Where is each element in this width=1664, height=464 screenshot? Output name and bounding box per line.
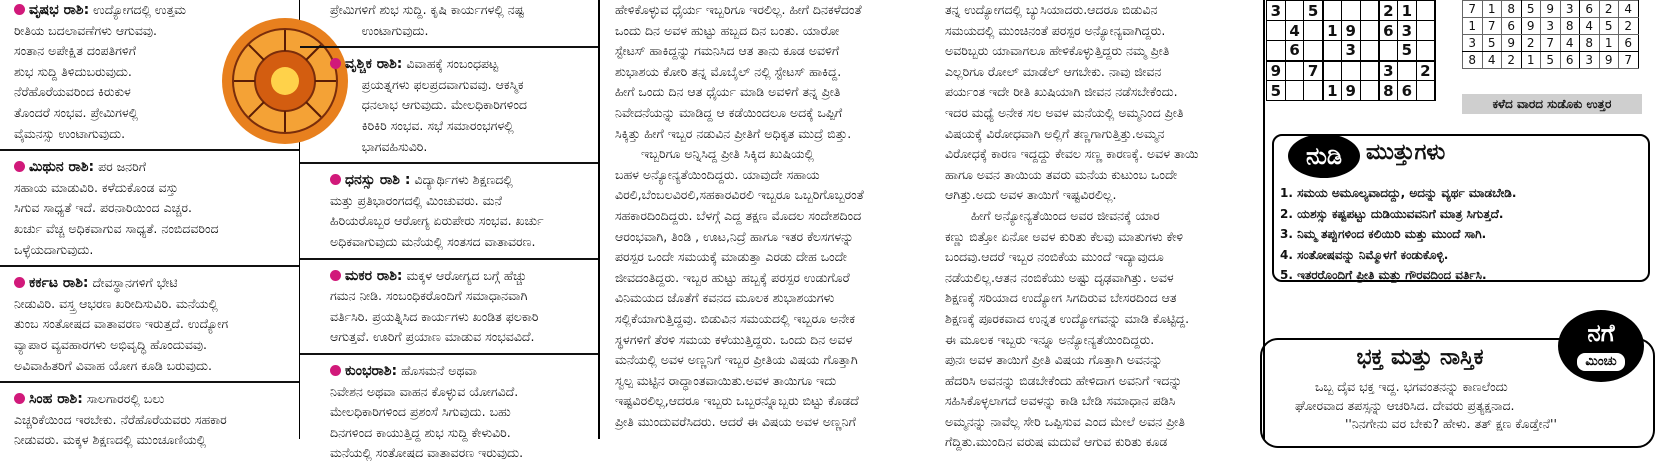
sudoku-cell: 3 — [1341, 41, 1360, 61]
sudoku-cell: 4 — [1482, 52, 1502, 69]
bullet-icon — [14, 4, 25, 15]
sudoku-cell: 1 — [1599, 35, 1619, 52]
rashi-line: ಸಿಗುವ ಸಾಧ್ಯತೆ ಇದೆ. ಪರನಾರಿಯಿಂದ ಎಚ್ಚರ. — [14, 200, 192, 216]
joke-badge — [1558, 310, 1644, 382]
quote-item: 2. ಯಶಸ್ಸು ಕಷ್ಟಪಟ್ಟು ದುಡಿಯುವವನಿಗೆ ಮಾತ್ರ ಸಿಗುತ್ತದೆ. — [1280, 206, 1504, 221]
joke-line: ಒಬ್ಬ ದೈವ ಭಕ್ತ ಇದ್ದ. ಭಗವಂತನನ್ನು ಕಾಣಲೆಂದು — [1315, 379, 1508, 394]
rashi-text: ಸಾಲಗಾರರಲ್ಲಿ ಬಲು — [82, 391, 165, 407]
article-line: ವಿರಲಿ,ಬೆಂಬಲವಿರಲಿ,ಸಹಕಾರವಿರಲಿ ಇಬ್ಬರೂ ಒಬ್ಬರಿಗೊಬ್ಬರಂತೆ — [615, 187, 864, 203]
section-separator — [300, 348, 598, 355]
sudoku-cell: 2 — [1521, 35, 1541, 52]
sudoku-cell: 3 — [1541, 18, 1561, 35]
article-line: ಎಲ್ಲರಿಗೂ ರೋಲ್ ಮಾಡೆಲ್ ಆಗಬೇಕು. ನಾವು ಜೀವನ — [945, 63, 1162, 79]
sudoku-cell: 1 — [1323, 21, 1342, 41]
rashi-heading — [0, 389, 299, 410]
sudoku-cell: 5 — [1267, 81, 1286, 101]
rashi-line: ಮತ್ತು ಪ್ರತಿಭಾರಂಗದಲ್ಲಿ ಮಿಂಚುವರು. ಮನೆ — [330, 192, 502, 208]
sudoku-cell: 3 — [1397, 21, 1416, 41]
sudoku-cell: 2 — [1379, 1, 1398, 21]
sudoku-cell: 8 — [1580, 35, 1600, 52]
rashi-name: ವೃಷಭ ರಾಶಿ: — [29, 2, 90, 18]
rashi-line: ಅವಿವಾಹಿತರಿಗೆ ವಿವಾಹ ಯೋಗ ಕೂಡಿ ಬರುವುದು. — [14, 357, 212, 373]
article-line: ಸಲ್ಲಿಕೆಯಾಗುತ್ತಿದ್ದವು. ಬಿಡುವಿನ ಸಮಯದಲ್ಲಿ ಇಬ್ಬರೂ ಅನೇಕ — [615, 310, 856, 326]
quotes-badge: ನುಡಿ — [1288, 134, 1360, 178]
sudoku-cell: 7 — [1463, 1, 1483, 18]
sudoku-cell: 1 — [1482, 1, 1502, 18]
sudoku-cell — [1304, 81, 1323, 101]
article-line: ಸ್ಥಳಗಳಿಗೆ ತೆರಳಿ ಸಮಯ ಕಳೆಯುತ್ತಿದ್ದರು. ಒಂದು ದಿನ ಅವಳ — [615, 331, 853, 347]
rashi-line: ತುಂಬ ಸಂತೋಷದ ವಾತಾವರಣ ಇರುತ್ತದೆ. ಉದ್ಯೋಗ — [14, 316, 229, 332]
bullet-icon — [330, 270, 341, 281]
sudoku-solution — [1462, 0, 1642, 69]
article-line: ಹೇಳಿಕೊಳ್ಳುವ ಧೈರ್ಯ ಇಬ್ಬರಿಗೂ ಇರಲಿಲ್ಲ. ಹೀಗೆ ದಿನಕಳೆದಂತೆ — [615, 2, 862, 17]
section-separator — [300, 253, 598, 260]
sudoku-cell: 2 — [1416, 61, 1435, 81]
article-line: ಶಿಕ್ಷಣಕ್ಕೆ ಸರಿಯಾದ ಉದ್ಯೋಗ ಸಿಗದಿರುವ ಬೇಸರದಿಂದ ಆತ — [945, 290, 1177, 306]
article-line: ಸಹಿಸಿಕೊಳ್ಳಲಾಗದೆ ಅವಳನ್ನು ಕಾಡಿ ಬೇಡಿ ಸಮಾಧಾನ ಪಡಿಸಿ — [945, 393, 1176, 409]
rashi-line: ಹಿರಿಯರೊಬ್ಬರ ಆರೋಗ್ಯ ಏರುಪೇರು ಸಂಭವ. ಖರ್ಚು — [330, 213, 544, 229]
article-line: ವಿರೋಧಕ್ಕೆ ಕಾರಣ ಇದ್ದದ್ದು ಕೇವಲ ಸಣ್ಣ ಕಾರಣಕ್ಕೆ. ಅವಳ ತಾಯಿ — [945, 146, 1199, 162]
rashi-line: ವರ್ತಿಸಿರಿ. ಪ್ರಯತ್ನಿಸಿದ ಕಾರ್ಯಗಳು ಖಂಡಿತ ಫಲಕಾರಿ — [330, 308, 539, 324]
sudoku-cell — [1360, 41, 1379, 61]
article-line: ಶುಭಾಶಯ ಕೋರಿ ತನ್ನ ಮೊಬೈಲ್ ನಲ್ಲಿ ಸ್ಟೇಟಸ್ ಹಾಕಿದ್ದ. — [615, 63, 842, 79]
rashi-text: ಹೊಸಮನೆ ಅಥವಾ — [397, 362, 477, 378]
sudoku-cell — [1304, 41, 1323, 61]
article-line: ಆಗಿತ್ತು.ಅದು ಅವಳ ತಾಯಿಗೆ ಇಷ್ಟವಿರಲಿಲ್ಲ. — [945, 187, 1117, 203]
rashi-heading — [0, 273, 299, 294]
sudoku-cell: 9 — [1502, 35, 1522, 52]
rashi-line: ಪ್ರೇಮಿಗಳಿಗೆ ಶುಭ ಸುದ್ದಿ. ಕೃಷಿ ಕಾರ್ಯಗಳಲ್ಲಿ ನಷ್ಟ — [330, 2, 525, 17]
article-line: ಪುನಃ ಅವಳ ತಾಯಿಗೆ ಪ್ರೀತಿ ವಿಷಯ ಗೊತ್ತಾಗಿ ಅವನನ್ನು — [945, 352, 1163, 368]
sudoku-cell: 4 — [1619, 1, 1639, 18]
sudoku-cell: 8 — [1379, 81, 1398, 101]
sudoku-caption: ಕಳೆದ ವಾರದ ಸುಡೊಕು ಉತ್ತರ — [1462, 94, 1642, 114]
sudoku-cell: 6 — [1502, 18, 1522, 35]
article-line: ಒಂದು ದಿನ ಅವಳ ಹುಟ್ಟು ಹಬ್ಬದ ದಿನ ಬಂತು. ಯಾರೋ — [615, 22, 840, 38]
sudoku-cell: 1 — [1397, 1, 1416, 21]
sudoku-cell: 3 — [1379, 61, 1398, 81]
section-separator — [300, 41, 598, 48]
section-separator — [0, 260, 299, 267]
article-line: ಆರಂಭವಾಗಿ, ತಿಂಡಿ , ಊಟ,ನಿದ್ರೆ ಹಾಗೂ ಇತರ ಕೆಲಸಗಳನ್ನು — [615, 228, 854, 244]
sudoku-cell: 9 — [1599, 52, 1619, 69]
sudoku-cell: 5 — [1482, 35, 1502, 52]
bullet-icon — [14, 277, 25, 288]
sudoku-cell — [1323, 1, 1342, 21]
joke-line: ಘೋರವಾದ ತಪಸ್ಸನ್ನು ಆಚರಿಸಿದ. ದೇವರು ಪ್ರತ್ಯಕ್ಷನಾದ. — [1295, 397, 1515, 413]
article-line: ಬಂದವು.ಆದರೆ ಇಬ್ಬರ ನಂಬಿಕೆಯ ಮುಂದೆ ಇದ್ಯಾವುದೂ — [945, 249, 1164, 265]
article-line: ಇದರ ಮಧ್ಯೆ ಅನೇಕ ಸಲ ಅವಳ ಮನೆಯಲ್ಲಿ ಅಮ್ಮನಿಂದ ಪ್ರೀತಿ — [945, 104, 1184, 120]
rashi-text: ವಿದ್ಯಾರ್ಥಿಗಳು ಶಿಕ್ಷಣದಲ್ಲಿ — [410, 172, 513, 188]
article-line: ಅವರಿಬ್ಬರು ಯಾವಾಗಲೂ ಹೇಳಿಕೊಳ್ಳುತ್ತಿದ್ದರು ನಮ್ಮ ಪ್ರೀತಿ — [945, 43, 1170, 59]
sudoku-cell: 3 — [1267, 1, 1286, 21]
section-separator — [0, 376, 299, 383]
rashi-line: ಮನೆಯಲ್ಲಿ ಸಂತೋಷದ ವಾತಾವರಣ ಇರುವುದು. — [330, 445, 524, 461]
quote-item: 3. ನಿಮ್ಮ ತಪ್ಪುಗಳಿಂದ ಕಲಿಯಿರಿ ಮತ್ತು ಮುಂದೆ ಸಾಗಿ. — [1280, 227, 1487, 241]
rashi-name: ಮಿಥುನ ರಾಶಿ: — [29, 159, 95, 176]
sudoku-cell — [1360, 61, 1379, 81]
rashi-name: ಕುಂಭರಾಶಿ: — [345, 362, 398, 379]
rashi-line: ಸಹಾಯ ಮಾಡುವಿರಿ. ಕಳೆದುಕೊಂಡ ವಸ್ತು — [14, 179, 179, 195]
rashi-line: ಉಂಟಾಗುವುದು. — [330, 22, 429, 38]
article-line: ಸಿಕ್ಕಿತ್ತು ಹೀಗೆ ಇಬ್ಬರ ನಡುವಿನ ಪ್ರೀತಿಗೆ ಅಧಿಕೃತ ಮುದ್ರೆ ಬಿತ್ತು. — [615, 125, 852, 141]
bullet-icon — [330, 365, 341, 376]
bullet-icon — [14, 161, 25, 172]
sudoku-cell: 4 — [1285, 21, 1304, 41]
rashi-text: ವಿವಾಹಕ್ಕೆ ಸಂಬಂಧಪಟ್ಟ — [402, 56, 499, 72]
sudoku-cell — [1416, 81, 1435, 101]
rashi-heading — [300, 361, 598, 382]
article-line: ಹೆದರಿಸಿ ಅವನನ್ನು ಬಿಡಬೇಕೆಂದು ಹೇಳಿದಾಗ ಅವನಿಗೆ ಇದನ್ನು — [945, 372, 1182, 388]
article-line: ಹಾಗೂ ಅವನ ತಾಯಿಯ ತವರು ಮನೆಯ ಕುಟುಂಬ ಒಂದೇ — [945, 166, 1178, 182]
joke-badge-top: ನಗೆ — [1587, 319, 1615, 347]
article-line: ಸಹಕಾರದಿಂದಿದ್ದರು. ಬೆಳಗ್ಗೆ ಎದ್ದ ತಕ್ಷಣ ಮೊದಲ ಸಂದೇಶದಿಂದ — [615, 207, 862, 223]
sudoku-cell — [1416, 1, 1435, 21]
rashi-line: ಎಚ್ಚರಿಕೆಯಿಂದ ಇರಬೇಕು. ನೆರೆಹೊರೆಯವರು ಸಹಕಾರ — [14, 411, 227, 427]
rashi-name: ವೃಶ್ಚಿಕ ರಾಶಿ: — [345, 56, 403, 73]
article-line: ಇಷ್ಟವಿರಲಿಲ್ಲ,ಆದರೂ ಇಬ್ಬರು ಒಬ್ಬರನ್ನೊಬ್ಬರು ಬಿಟ್ಟು ಕೊಡದೆ — [615, 393, 859, 409]
sudoku-cell — [1323, 41, 1342, 61]
quote-item: 4. ಸಂತೋಷವನ್ನು ನಿಮ್ಮೊಳಗೆ ಕಂಡುಕೊಳ್ಳಿ. — [1280, 247, 1449, 262]
joke-title: ಭಕ್ತ ಮತ್ತು ನಾಸ್ತಿಕ — [1356, 345, 1484, 370]
sudoku-cell: 3 — [1463, 35, 1483, 52]
sudoku-cell: 3 — [1580, 52, 1600, 69]
sudoku-cell: 5 — [1304, 1, 1323, 21]
sudoku-cell — [1285, 81, 1304, 101]
rashi-line: ಖರ್ಚು ವೆಚ್ಚ ಅಧಿಕವಾಗುವ ಸಾಧ್ಯತೆ. ನಂಬಿದವರಿಂದ — [14, 220, 219, 236]
rashi-heading — [300, 54, 598, 75]
rashi-heading — [300, 266, 598, 287]
bullet-icon — [14, 393, 25, 404]
rashi-line: ರೀತಿಯ ಬದಲಾವಣೆಗಳು ಆಗುವವು. — [14, 22, 158, 38]
quotes-list — [1280, 183, 1645, 286]
article-line: ಪರ್ಯಂತ ಇದೇ ರೀತಿ ಖುಷಿಯಾಗಿ ಜೀವನ ನಡೆಸಬೇಕೆಂದು. — [945, 84, 1178, 100]
quote-item: 5. ಇತರರೊಂದಿಗೆ ಪ್ರೀತಿ ಮತ್ತು ಗೌರವದಿಂದ ವರ್ತಿಸಿ. — [1280, 268, 1487, 282]
sudoku-cell: 8 — [1560, 18, 1580, 35]
sudoku-cell: 7 — [1541, 35, 1561, 52]
article-line: ಈ ಮೂಲಕ ಇಬ್ಬರು ಇನ್ನೂ ಅನ್ಯೋನ್ಯತೆಯಿಂದಿದ್ದರು. — [945, 331, 1155, 347]
rashi-line: ನೆರೆಹೊರೆಯವರಿಂದ ಕಿರುಕುಳ — [14, 84, 131, 100]
article-line: ಸ್ಟೇಟಸ್ ಹಾಕಿದ್ದನ್ನು ಗಮನಿಸಿದ ಆತ ತಾನು ಕೂಡ ಅವಳಿಗೆ — [615, 43, 840, 59]
sudoku-cell — [1285, 61, 1304, 81]
sudoku-cell: 6 — [1285, 41, 1304, 61]
rashi-line: ಶುಭ ಸುದ್ದಿ ತಿಳಿದುಬರುವುದು. — [14, 63, 132, 79]
joke-text — [1275, 378, 1645, 434]
rashi-text: ಮಕ್ಕಳ ಆರೋಗ್ಯದ ಬಗ್ಗೆ ಹೆಚ್ಚು — [402, 267, 527, 283]
sudoku-cell: 1 — [1463, 18, 1483, 35]
sudoku-cell: 7 — [1619, 52, 1639, 69]
sudoku-cell: 3 — [1560, 1, 1580, 18]
sudoku-cell: 6 — [1560, 52, 1580, 69]
article-line: ಅಮ್ಮನನ್ನು ನಾವೆಲ್ಲ ಸೇರಿ ಒಪ್ಪಿಸುವ ಎಂದ ಮೇಲೆ ಅವನ ಪ್ರೀತಿ — [945, 413, 1185, 429]
sudoku-cell — [1397, 61, 1416, 81]
rashi-line: ನೀಡುವಿರಿ. ವಸ್ತ್ರ ಆಭರಣ ಖರೀದಿಸುವಿರಿ. ಮನೆಯಲ್ಲಿ — [14, 295, 218, 311]
rashi-line: ಕಿರಿಕಿರಿ ಸಂಭವ. ಸಭೆ ಸಮಾರಂಭಗಳಲ್ಲಿ — [330, 117, 514, 133]
sudoku-cell: 5 — [1397, 41, 1416, 61]
sudoku-cell: 4 — [1560, 35, 1580, 52]
article-line: ಜೀವದಂತಿದ್ದರು. ಇಬ್ಬರ ಹುಟ್ಟು ಹಬ್ಬಕ್ಕೆ ಪರಸ್ಪರ ಉಡುಗೊರೆ — [615, 269, 850, 285]
rashi-text: ಉದ್ಯೋಗದಲ್ಲಿ ಉತ್ತಮ — [89, 2, 187, 17]
sudoku-cell: 5 — [1541, 52, 1561, 69]
rashi-line: ವ್ಯಾಪಾರ ವ್ಯವಹಾರಗಳು ಅಭಿವೃದ್ಧಿ ಹೊಂದುವವು. — [14, 336, 208, 352]
rashi-heading — [0, 157, 299, 178]
rashi-name: ಕರ್ಕಟ ರಾಶಿ: — [29, 275, 89, 292]
sudoku-cell — [1267, 21, 1286, 41]
sudoku-cell: 2 — [1502, 52, 1522, 69]
rashi-line: ನಿವೇಶನ ಅಥವಾ ವಾಹನ ಕೊಳ್ಳುವ ಯೋಗವಿದೆ. — [330, 383, 519, 399]
article-line: ವಿನಿಮಯದ ಜೊತೆಗೆ ಕವನದ ಮೂಲಕ ಶುಭಾಶಯಗಳು — [615, 290, 835, 306]
sudoku-puzzle — [1266, 0, 1436, 101]
sudoku-cell — [1360, 81, 1379, 101]
sudoku-cell — [1304, 21, 1323, 41]
rashi-line: ಒಳ್ಳೆಯದಾಗುವುದು. — [14, 241, 94, 257]
article-line: ಗೆದ್ದಿತು.ಮುಂದಿನ ವರುಷ ಮದುವೆ ಆಗುವ ಕುರಿತು ಕೂಡ — [945, 434, 1168, 450]
article-line: ಹೀಗೆ ಅನ್ಯೋನ್ಯತೆಯಿಂದ ಅವರ ಜೀವನಕ್ಕೆ ಯಾರ — [971, 207, 1160, 223]
sudoku-cell: 9 — [1341, 21, 1360, 41]
sudoku-cell — [1416, 21, 1435, 41]
sudoku-cell: 6 — [1379, 21, 1398, 41]
sudoku-cell: 5 — [1521, 1, 1541, 18]
article-line: ಇಬ್ಬರಿಗೂ ಅನ್ನಿಸಿದ್ದ ಪ್ರೀತಿ ಸಿಕ್ಕಿದ ಖುಷಿಯಲ್ಲಿ — [641, 146, 814, 162]
bullet-icon — [330, 58, 341, 69]
article-line: ಪರಸ್ಪರ ಒಂದೇ ಸಮಯಕ್ಕೆ ಮಾಡುತ್ತಾ ಎರಡು ದೇಹ ಒಂದೇ — [615, 249, 847, 265]
rashi-line: ಭಾಗವಹಿಸುವಿರಿ. — [330, 138, 428, 154]
sudoku-cell: 6 — [1619, 35, 1639, 52]
sudoku-cell: 9 — [1341, 81, 1360, 101]
sudoku-cell — [1360, 21, 1379, 41]
sudoku-cell — [1267, 41, 1286, 61]
sudoku-cell — [1341, 1, 1360, 21]
section-separator — [300, 157, 598, 164]
sudoku-cell — [1285, 1, 1304, 21]
sudoku-cell: 8 — [1463, 52, 1483, 69]
rashi-line: ನೀಡುವರು. ಮಕ್ಕಳ ಶಿಕ್ಷಣದಲ್ಲಿ ಮುಂಚೂಣಿಯಲ್ಲಿ — [14, 432, 207, 448]
sudoku-cell: 9 — [1541, 1, 1561, 18]
bullet-icon — [330, 174, 341, 185]
sudoku-cell: 4 — [1580, 18, 1600, 35]
quotes-heading: ಮುತ್ತುಗಳು — [1366, 140, 1446, 165]
article-line: ಹೀಗೆ ಒಂದು ದಿನ ಆತ ಧೈರ್ಯ ಮಾಡಿ ಅವಳಿಗೆ ತನ್ನ ಪ್ರೀತಿ — [615, 84, 841, 100]
rashi-line: ಸಂತಾನ ಅಪೇಕ್ಷಿತ ದಂಪತಿಗಳಿಗೆ — [14, 43, 136, 59]
article-line: ನಡೆಯಲಿಲ್ಲ.ಆತನ ನಂಬಿಕೆಯು ಅಷ್ಟು ದೃಢವಾಗಿತ್ತು. ಅವಳ — [945, 269, 1174, 285]
article-line: ಬಹಳ ಅನ್ಯೋನ್ಯತೆಯಿಂದಿದ್ದರು. ಯಾವುದೇ ಸಹಾಯ — [615, 166, 820, 182]
sudoku-cell: 1 — [1521, 52, 1541, 69]
rashi-line: ಪ್ರಯತ್ನಗಳು ಫಲಪ್ರದವಾಗುವವು. ಆಕಸ್ಮಿಕ — [330, 76, 524, 92]
article-line: ತನ್ನ ಉದ್ಯೋಗದಲ್ಲಿ ಬ್ಯುಸಿಯಾದರು.ಆದರೂ ಬಿಡುವಿನ — [945, 2, 1158, 17]
sudoku-cell — [1360, 1, 1379, 21]
sudoku-cell: 1 — [1323, 81, 1342, 101]
joke-line: ''ನಿನಗೇನು ವರ ಬೇಕು? ಹೇಳು. ತತ್ ಕ್ಷಣ ಕೊಡ್ತೇನೆ'' — [1345, 416, 1557, 431]
rashi-line: ಧನಲಾಭ ಆಗುವುದು. ಮೇಲಧಿಕಾರಿಗಳಿಂದ — [330, 97, 527, 113]
article-line: ಮನೆಯಲ್ಲಿ ಅವಳ ಅಣ್ಣನಿಗೆ ಇಬ್ಬರ ಪ್ರೀತಿಯ ವಿಷಯ ಗೊತ್ತಾಗಿ — [615, 352, 858, 368]
rashi-name: ಮಕರ ರಾಶಿ: — [345, 267, 403, 284]
rashi-name: ಸಿಂಹ ರಾಶಿ: — [29, 391, 83, 408]
rashi-heading — [300, 170, 598, 191]
horoscope-column-2 — [300, 0, 600, 461]
joke-badge-bottom: ಮಿಂಚು — [1577, 353, 1624, 371]
article-line: ಪ್ರೀತಿ ಮುಂದುವರೆಸಿದರು. ಆದರೆ ಈ ವಿಷಯ ಅವಳ ಅಣ್ಣನಿಗೆ — [615, 413, 856, 429]
article-column-1 — [615, 0, 930, 439]
rashi-line: ಅಧಿಕವಾಗುವುದು ಮನೆಯಲ್ಲಿ ಸಂತಸದ ವಾತಾವರಣ. — [330, 233, 536, 249]
rashi-line: ಆಗುತ್ತವೆ. ಊರಿಗೆ ಪ್ರಯಾಣ ಮಾಡುವ ಸಂಭವವಿದೆ. — [330, 329, 535, 345]
rashi-text: ಪರ ಜನರಿಗೆ — [94, 159, 146, 175]
rashi-text: ದೇವಸ್ಥಾನಗಳಿಗೆ ಭೇಟಿ — [88, 275, 178, 291]
article-line: ಕಣ್ಣು ಬಿತ್ತೋ ಏನೋ ಅವಳ ಕುರಿತು ಕೆಲವು ಮಾತುಗಳು ಕೇಳಿ — [945, 228, 1184, 244]
sudoku-cell: 5 — [1599, 18, 1619, 35]
sudoku-cell — [1416, 41, 1435, 61]
article-line: ಸಮಯದಲ್ಲಿ ಮುಂಚಿನಂತೆ ಪರಸ್ಪರ ಅನ್ಯೋನ್ಯವಾಗಿದ್ದರು. — [945, 22, 1166, 38]
article-line: ಶಿಕ್ಷಣಕ್ಕೆ ಪೂರಕವಾದ ಉನ್ನತ ಉದ್ಯೋಗವನ್ನು ಮಾಡಿ ಕೊಟ್ಟಿದ್ದ. — [945, 310, 1190, 326]
sudoku-cell: 6 — [1580, 1, 1600, 18]
article-line: ವಿಷಯಕ್ಕೆ ವಿರೋಧವಾಗಿ ಅಲ್ಲಿಗೆ ತಣ್ಣಗಾಗುತ್ತಿತ್ತು.ಅಮ್ಮನ — [945, 125, 1165, 141]
rashi-line: ವೈಮನಸ್ಸು ಉಂಟಾಗುವುದು. — [14, 125, 126, 141]
sudoku-cell: 6 — [1397, 81, 1416, 101]
rashi-line: ದಿನಗಳಿಂದ ಕಾಯುತ್ತಿದ್ದ ಶುಭ ಸುದ್ದಿ ಕೇಳುವಿರಿ. — [330, 424, 511, 440]
rashi-line: ತೊಂದರೆ ಸಂಭವ. ಪ್ರೇಮಿಗಳಲ್ಲಿ — [14, 104, 139, 120]
sudoku-cell: 7 — [1304, 61, 1323, 81]
quote-item: 1. ಸಮಯ ಅಮೂಲ್ಯವಾದದ್ದು, ಅದನ್ನು ವ್ಯರ್ಥ ಮಾಡಬೇಡಿ. — [1280, 186, 1517, 200]
sudoku-cell: 7 — [1482, 18, 1502, 35]
sudoku-cell — [1379, 41, 1398, 61]
rashi-line: ಗಮನ ನೀಡಿ. ಸಂಬಂಧಿಕರೊಂದಿಗೆ ಸಮಾಧಾನವಾಗಿ — [330, 288, 528, 304]
sudoku-cell: 9 — [1267, 61, 1286, 81]
sudoku-cell — [1341, 61, 1360, 81]
sudoku-cell: 9 — [1521, 18, 1541, 35]
sudoku-cell: 2 — [1619, 18, 1639, 35]
rashi-line: ಮೇಲಧಿಕಾರಿಗಳಿಂದ ಪ್ರಶಂಸೆ ಸಿಗುವುದು. ಬಹು — [330, 404, 511, 420]
sudoku-cell — [1323, 61, 1342, 81]
article-line: ನಿವೇದನೆಯನ್ನು ಮಾಡಿದ್ದ ಆ ಕಡೆಯಿಂದಲೂ ಅದಕ್ಕೆ ಒಪ್ಪಿಗೆ — [615, 104, 843, 120]
article-line: ಸ್ವಲ್ಪ ಮಟ್ಟಿನ ರಾದ್ಧಾಂತವಾಯಿತು.ಅವಳ ತಾಯಿಗೂ ಇದು — [615, 372, 837, 388]
sudoku-cell: 2 — [1599, 1, 1619, 18]
article-column-2 — [945, 0, 1255, 450]
rashi-name: ಧನಸ್ಸು ರಾಶಿ : — [345, 172, 411, 189]
sudoku-cell: 8 — [1502, 1, 1522, 18]
